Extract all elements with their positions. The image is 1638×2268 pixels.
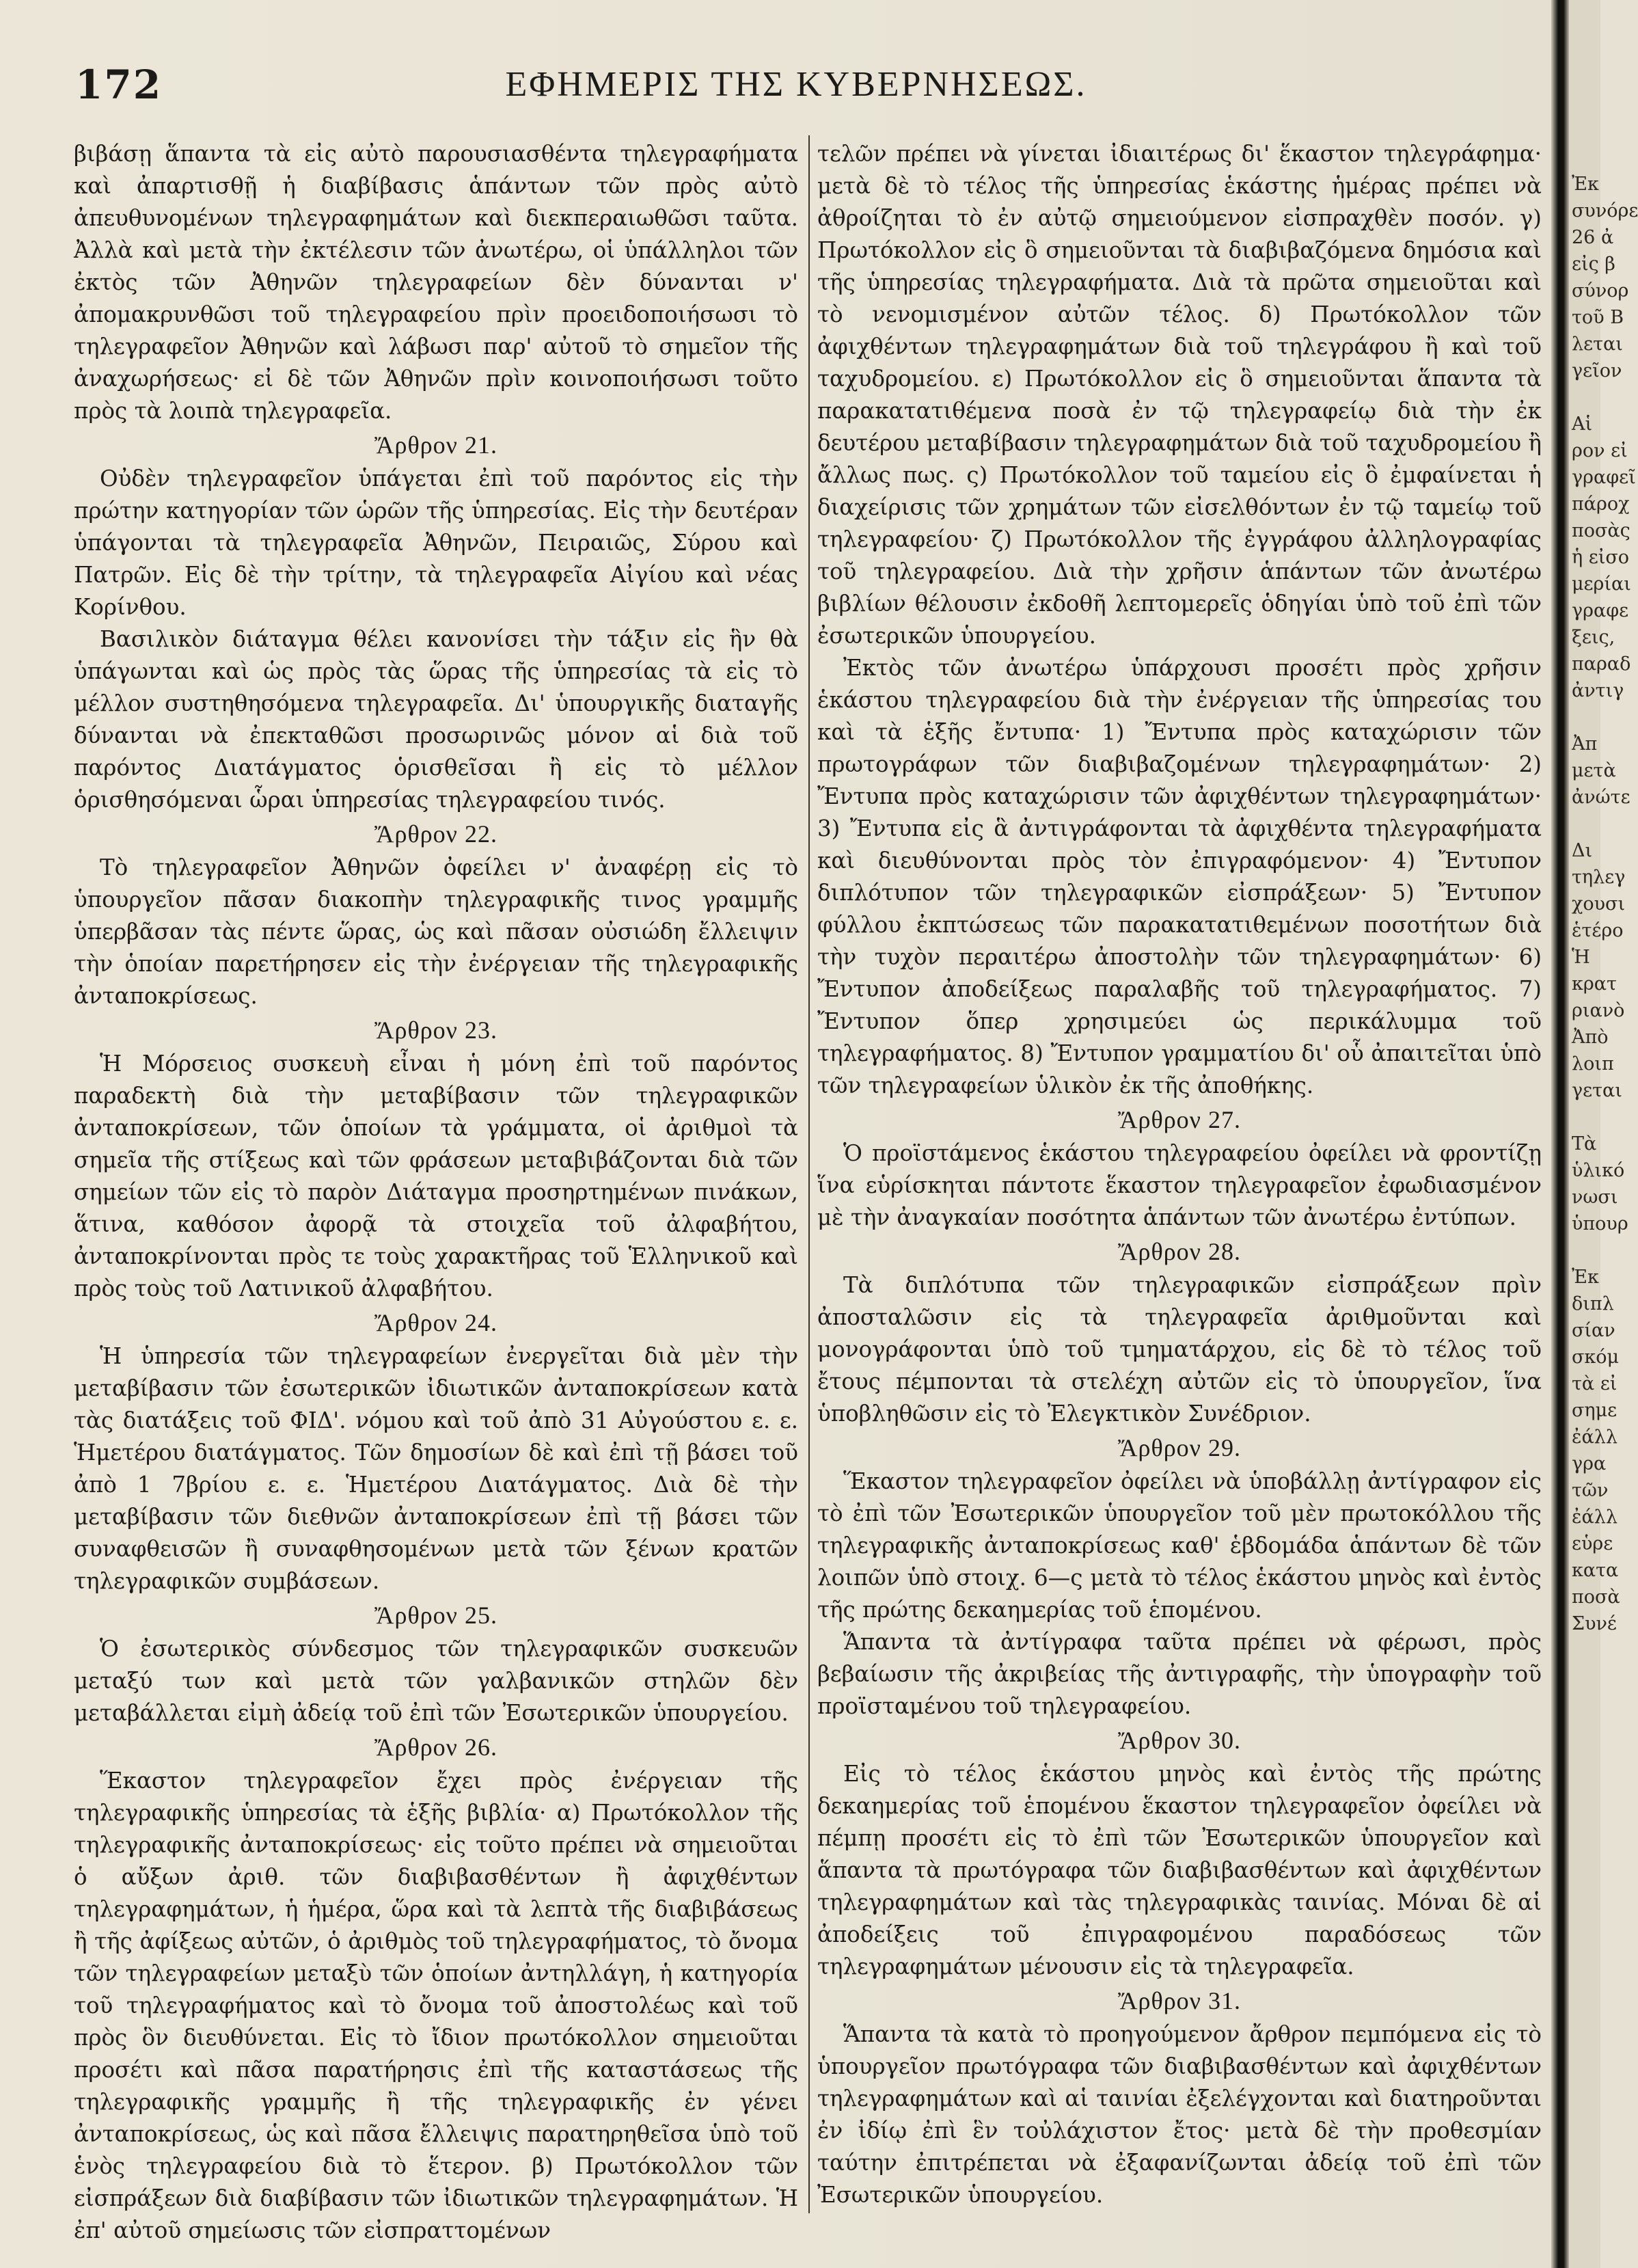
next-page-fragment: ἐάλλ — [1572, 1427, 1617, 1448]
article-heading: Ἄρθρον 30. — [1118, 1727, 1241, 1754]
next-page-fragment: ξεις, — [1572, 627, 1615, 648]
next-page-fragment: εὑρε — [1572, 1533, 1613, 1554]
paragraph: Ἐκτὸς τῶν ἀνωτέρω ὑπάρχουσι προσέτι πρὸς χρῆσιν ἑκάστου τηλεγραφείου διὰ τὴν ἐνέργειαν τῆς ὑπηρεσίας του καὶ τὰ ἑξῆς ἔντυπα· 1) Ἔντυπα πρὸς καταχώρισιν τῶν πρωτογράφων τῶν διαβιβαζομένων τηλεγραφημάτων· 2) Ἔντυπα πρὸς καταχώρισιν τῶν ἀφιχθέντων τηλεγραφημάτων· 3) Ἔντυπα εἰς ἃ ἀντιγράφονται τὰ ἀφιχθέντα τηλεγραφήματα καὶ διευθύνονται πρὸς τὸν ἐπιγραφόμενον· 4) Ἔντυπον διπλότυπον τῶν τηλεγραφικῶν εἰσπράξεων· 5) Ἔντυπον φύλλου ἐκπτώσεως τῶν παρακατατιθεμένων ποσοτήτων διὰ τὴν τυχὸν περαιτέρω ἀποστολὴν τῶν τηλεγραφημάτων· 6) Ἔντυπον ἀποδείξεως παραλαβῆς τοῦ τηλεγραφήματος. 7) Ἔντυπον ὅπερ χρησιμεύει ὡς περικάλυμμα τοῦ τηλεγραφήματος. 8) Ἔντυπον γραμματίου δι' οὗ ἀπαιτεῖται ὑπὸ τῶν τηλεγραφείων ὑλικὸν ἐκ τῆς ἀποθήκης. — [817, 655, 1542, 1098]
next-page-fragment: γεῖον — [1572, 360, 1622, 381]
paragraph: τελῶν πρέπει νὰ γίνεται ἰδιαιτέρως δι' ἕκαστον τηλεγράφημα· μετὰ δὲ τὸ τέλος τῆς ὑπηρεσίας ἑκάστης ἡμέρας πρέπει νὰ ἀθροίζηται τὸ ἐν αὐτῷ σημειούμενον εἰσπραχθὲν ποσόν. γ) Πρωτόκολλον εἰς ὃ σημειοῦνται τὰ διαβιβαζόμενα δημόσια καὶ τῆς ὑπηρεσίας τηλεγραφήματα. Διὰ τὰ πρῶτα σημειοῦται καὶ τὸ νενομισμένον αὐτῶν τέλος. δ) Πρωτόκολλον τῶν ἀφιχθέντων τηλεγραφημάτων διὰ τοῦ τηλεγράφου ἢ καὶ τοῦ ταχυδρομείου. ε) Πρωτόκολλον εἰς ὃ σημειοῦνται ἅπαντα τὰ παρακατατιθέμενα ποσὰ ἐν τῷ τηλεγραφείῳ διὰ τὴν ἐκ δευτέρου μεταβίβασιν τηλεγραφημάτων διὰ τοῦ ταχυδρομείου ἢ ἄλλως πως. ς) Πρωτόκολλον τοῦ ταμείου εἰς ὃ ἐμφαίνεται ἡ διαχείρισις τῶν χρημάτων τῶν εἰσελθόντων ἐν τῷ ταμείῳ τοῦ τηλεγραφείου· ζ) Πρωτόκολλον τῆς ἐγγράφου ἀλληλογραφίας τοῦ τηλεγραφείου. Διὰ τὴν χρῆσιν ἁπάντων τῶν ἀνωτέρω βιβλίων θέλουσιν ἐκδοθῆ λεπτομερεῖς ὁδηγίαι ὑπὸ τοῦ ἐπὶ τῶν ἐσωτερικῶν ὑπουργείου. — [817, 141, 1542, 649]
next-page-fragment: σίαν — [1572, 1320, 1615, 1341]
right-column — [817, 138, 1542, 2230]
next-page-fragment: νωσι — [1572, 1187, 1618, 1208]
next-page-fragment: γραφε — [1572, 600, 1629, 621]
article-heading: Ἄρθρον 22. — [374, 820, 497, 848]
article-heading: Ἄρθρον 27. — [1118, 1106, 1241, 1133]
next-page-fragment: 26 ἀ — [1572, 227, 1614, 248]
next-page-fragment: παραδ — [1572, 653, 1631, 675]
next-page-fragment: ἡ εἰσο — [1572, 547, 1630, 568]
next-page-fragment: ριανὸ — [1572, 1000, 1625, 1021]
paragraph: Βασιλικὸν διάταγμα θέλει κανονίσει τὴν τάξιν εἰς ἣν θὰ ὑπάγωνται καὶ ὡς πρὸς τὰς ὥρας τῆς ὑπηρεσίας τὰ εἰς τὸ μέλλον συστηθησόμενα τηλεγραφεῖα. Δι' ὑπουργικῆς διαταγῆς δύνανται νὰ ἐπεκταθῶσι προσωρινῶς μόνον αἱ διὰ τοῦ παρόντος Διατάγματος ὁρισθεῖσαι ἢ εἰς τὸ μέλλον ὁρισθησόμεναι ὧραι ὑπηρεσίας τηλεγραφείου τινός. — [74, 626, 798, 813]
next-page-fragment: Τὰ — [1572, 1133, 1597, 1155]
next-page-fragment: ρον εἰ — [1572, 440, 1628, 461]
paragraph: Οὐδὲν τηλεγραφεῖον ὑπάγεται ἐπὶ τοῦ παρόντος εἰς τὴν πρώτην κατηγορίαν τῶν ὡρῶν τῆς ὑπηρεσίας. Εἰς τὴν δευτέραν ὑπάγονται τὰ τηλεγραφεῖα Ἀθηνῶν, Πειραιῶς, Σύρου καὶ Πατρῶν. Εἰς δὲ τὴν τρίτην, τὰ τηλεγραφεῖα Αἰγίου καὶ νέας Κορίνθου. — [74, 465, 798, 620]
next-page-fragment: μερίαι — [1572, 573, 1631, 595]
paragraph: Εἰς τὸ τέλος ἑκάστου μηνὸς καὶ ἐντὸς τῆς πρώτης δεκαημερίας τοῦ ἑπομένου ἕκαστον τηλεγραφεῖον ὀφείλει νὰ πέμπῃ προσέτι εἰς τὸ ἐπὶ τῶν Ἐσωτερικῶν ὑπουργεῖον καὶ ἅπαντα τὰ πρωτόγραφα τῶν διαβιβασθέντων καὶ ἀφιχθέντων τηλεγραφημάτων καὶ τὰς τηλεγραφικὰς ταινίας. Μόναι δὲ αἱ ἀποδείξεις τοῦ ἐπιγραφομένου παραδόσεως τῶν τηλεγραφημάτων μένουσιν εἰς τὰ τηλεγραφεῖα. — [817, 1761, 1542, 1980]
next-page-fragment: τὰ εἰ — [1572, 1373, 1617, 1394]
next-page-fragment: τῶν — [1572, 1480, 1609, 1501]
next-page-fragment: λοιπ — [1572, 1053, 1614, 1075]
next-page-fragment: χουσι — [1572, 893, 1626, 915]
next-page-fragment: συνόρε — [1572, 200, 1638, 221]
next-page-fragment: γρα — [1572, 1453, 1607, 1474]
column-divider — [808, 135, 810, 2213]
page-number: 172 — [75, 62, 163, 108]
next-page-fragment: Ἀπ — [1572, 733, 1598, 755]
next-page-fragment: Ἐκ — [1572, 174, 1599, 195]
next-page-fragment: λεται — [1572, 334, 1623, 355]
next-page-fragment: ἐάλλ — [1572, 1507, 1617, 1528]
article-heading: Ἄρθρον 29. — [1118, 1434, 1241, 1461]
next-page-fragment: Ἐκ — [1572, 1267, 1599, 1288]
next-page-fragment: γεται — [1572, 1080, 1622, 1101]
paragraph: Ἅπαντα τὰ κατὰ τὸ προηγούμενον ἄρθρον πεμπόμενα εἰς τὸ ὑπουργεῖον πρωτόγραφα τῶν διαβιβασθέντων καὶ ἀφιχθέντων τηλεγραφημάτων καὶ αἱ ταινίαι ἐξελέγχονται καὶ διατηροῦνται ἐν ἰδίῳ ἐπὶ ἓν τοὐλάχιστον ἔτος· μετὰ δὲ τὴν προθεσμίαν ταύτην ἐπιτρέπεται νὰ ἐξαφανίζωνται ἀδείᾳ τοῦ ἐπὶ τῶν Ἐσωτερικῶν ὑπουργείου. — [817, 2021, 1542, 2208]
next-page-fragment: κρατ — [1572, 973, 1617, 995]
next-page-fragment: σκόμ — [1572, 1347, 1620, 1368]
next-page-fragment: τηλεγ — [1572, 867, 1626, 888]
next-page-fragment: Δι — [1572, 840, 1593, 861]
next-page-fragment: Συνέ — [1572, 1613, 1617, 1634]
next-page-margin — [1569, 0, 1638, 2268]
next-page-fragment: κατα — [1572, 1560, 1619, 1581]
article-heading: Ἄρθρον 28. — [1118, 1238, 1241, 1265]
article-heading: Ἄρθρον 25. — [374, 1602, 497, 1629]
article-heading: Ἄρθρον 21. — [374, 431, 497, 459]
next-page-fragment: ὑλικό — [1572, 1160, 1625, 1181]
next-page-fragment: σημε — [1572, 1400, 1617, 1421]
next-page-fragment: πάροχ — [1572, 494, 1630, 515]
article-heading: Ἄρθρον 23. — [374, 1016, 497, 1044]
next-page-fragment: ἑτέρο — [1572, 920, 1624, 941]
running-title: ΕΦΗΜΕΡΙΣ ΤΗΣ ΚΥΒΕΡΝΗΣΕΩΣ. — [505, 65, 1087, 104]
paragraph: Τὰ διπλότυπα τῶν τηλεγραφικῶν εἰσπράξεων πρὶν ἀποσταλῶσιν εἰς τὰ τηλεγραφεῖα ἀριθμοῦνται καὶ μονογράφονται ὑπὸ τοῦ τμηματάρχου, εἰς δὲ τὸ τέλος τοῦ ἔτους πέμπονται τὰ στελέχη αὐτῶν εἰς τὸ ὑπουργεῖον, ἵνα ὑποβληθῶσιν εἰς τὸ Ἐλεγκτικὸν Συνέδριον. — [817, 1272, 1542, 1427]
paragraph: Ἡ ὑπηρεσία τῶν τηλεγραφείων ἐνεργεῖται διὰ μὲν τὴν μεταβίβασιν τῶν ἐσωτερικῶν ἰδιωτικῶν ἀνταποκρίσεων κατὰ τὰς διατάξεις τοῦ ΦΙΔ'. νόμου καὶ τοῦ ἀπὸ 31 Αὐγούστου ε. ε. Ἡμετέρου διατάγματος. Τῶν δημοσίων δὲ καὶ ἐπὶ τῇ βάσει τοῦ ἀπὸ 1 7βρίου ε. ε. Ἡμετέρου Διατάγματος. Διὰ δὲ τὴν μεταβίβασιν τῶν διεθνῶν ἀνταποκρίσεων ἐπὶ τῇ βάσει τῶν συναφθεισῶν ἢ συναφθησομένων μετὰ τῶν ξένων κρατῶν τηλεγραφικῶν συμβάσεων. — [74, 1343, 798, 1594]
paragraph: Ἕκαστον τηλεγραφεῖον ἔχει πρὸς ἐνέργειαν τῆς τηλεγραφικῆς ὑπηρεσίας τὰ ἑξῆς βιβλία· α) Πρωτόκολλον τῆς τηλεγραφικῆς ἀνταποκρίσεως· εἰς τοῦτο πρέπει νὰ σημειοῦται ὁ αὔξων ἀριθ. τῶν διαβιβασθέντων ἢ ἀφιχθέντων τηλεγραφημάτων, ἡ ἡμέρα, ὥρα καὶ τὰ λεπτὰ τῆς διαβιβάσεως ἢ τῆς ἀφίξεως αὐτῶν, ὁ ἀριθμὸς τοῦ τηλεγραφήματος, τὸ ὄνομα τῶν τηλεγραφείων μεταξὺ τῶν ὁποίων ἀντηλλάγη, ἡ κατηγορία τοῦ τηλεγραφήματος καὶ τὸ ὄνομα τοῦ ἀποστολέως καὶ τοῦ πρὸς ὃν διευθύνεται. Εἰς τὸ ἴδιον πρωτόκολλον σημειοῦται προσέτι καὶ πᾶσα παρατήρησις ἐπὶ τῆς καταστάσεως τῆς τηλεγραφικῆς γραμμῆς ἢ τῆς τηλεγραφικῆς ἐν γένει ἀνταποκρίσεως, ὡς καὶ πᾶσα ἔλλειψις παρατηρηθεῖσα ὑπὸ τοῦ ἑνὸς τηλεγραφείου διὰ τὸ ἕτερον. β) Πρωτόκολλον τῶν εἰσπράξεων διὰ διαβίβασιν τῶν ἰδιωτικῶν τηλεγραφημάτων. Ἡ ἐπ' αὐτοῦ σημείωσις τῶν εἰσπραττομένων — [74, 1768, 798, 2243]
next-page-fragment: Ἀπὸ — [1572, 1027, 1609, 1048]
paragraph: Ἡ Μόρσειος συσκευὴ εἶναι ἡ μόνη ἐπὶ τοῦ παρόντος παραδεκτὴ διὰ τὴν μεταβίβασιν τῶν τηλεγραφικῶν ἀνταποκρίσεων, τῶν ὁποίων τὰ γράμματα, οἱ ἀριθμοὶ τὰ σημεῖα τῆς στίξεως καὶ τῶν φράσεων μεταβιβάζονται διὰ τῶν σημείων τῶν εἰς τὸ παρὸν Διάταγμα προσηρτημένων πινάκων, ἅτινα, καθόσον ἀφορᾷ τὰ στοιχεῖα τοῦ ἀλφαβήτου, ἀνταποκρίνονται πρὸς τε τοὺς χαρακτῆρας τοῦ Ἑλληνικοῦ καὶ πρὸς τοὺς τοῦ Λατινικοῦ ἀλφαβήτου. — [74, 1051, 798, 1301]
next-page-fragment: ὑπουρ — [1572, 1213, 1628, 1234]
paragraph: βιβάσῃ ἅπαντα τὰ εἰς αὐτὸ παρουσιασθέντα τηλεγραφήματα καὶ ἀπαρτισθῇ ἡ διαβίβασις ἁπάντων τῶν πρὸς αὐτὸ ἀπευθυνομένων τηλεγραφημάτων καὶ διεκπεραιωθῶσι ταῦτα. Ἀλλὰ καὶ μετὰ τὴν ἐκτέλεσιν τῶν ἀνωτέρω, οἱ ὑπάλληλοι τῶν ἐκτὸς τῶν Ἀθηνῶν τηλεγραφείων δὲν δύνανται ν' ἀπομακρυνθῶσι τοῦ τηλεγραφείου πρὶν προειδοποιήσωσι τὸ τηλεγραφεῖον Ἀθηνῶν καὶ λάβωσι παρ' αὐτοῦ τὸ σημεῖον τῆς ἀναχωρήσεως· εἰ δὲ τῶν Ἀθηνῶν πρὶν κοινοποιήσωσι τοῦτο πρὸς τὰ λοιπὰ τηλεγραφεῖα. — [74, 141, 798, 424]
next-page-fragment: Αἱ — [1572, 414, 1593, 435]
next-page-fragment: ποσὰ — [1572, 1587, 1620, 1608]
next-page-fragment: ποσὰς — [1572, 520, 1630, 541]
article-heading: Ἄρθρον 26. — [374, 1733, 497, 1761]
page-header — [75, 62, 1517, 116]
paragraph: Ἅπαντα τὰ ἀντίγραφα ταῦτα πρέπει νὰ φέρωσι, πρὸς βεβαίωσιν τῆς ἀκριβείας τῆς ἀντιγραφῆς, τὴν ὑπογραφὴν τοῦ προϊσταμένου τοῦ τηλεγραφείου. — [817, 1629, 1542, 1719]
next-page-fragment: Ἡ — [1572, 947, 1590, 968]
next-page-fragment: τοῦ Β — [1572, 307, 1624, 328]
next-page-fragment: διπλ — [1572, 1293, 1614, 1314]
left-column — [74, 138, 798, 2243]
article-heading: Ἄρθρον 24. — [374, 1309, 497, 1336]
article-heading: Ἄρθρον 31. — [1118, 1987, 1241, 2014]
next-page-fragment: μετὰ — [1572, 760, 1616, 781]
paragraph: Τὸ τηλεγραφεῖον Ἀθηνῶν ὀφείλει ν' ἀναφέρῃ εἰς τὸ ὑπουργεῖον πᾶσαν διακοπὴν τηλεγραφικῆς τινος γραμμῆς ὑπερβᾶσαν τὰς πέντε ὥρας, ὡς καὶ πᾶσαν οὐσιώδη ἔλλειψιν τὴν ὁποίαν παρετήρησεν εἰς τὴν ἐνέργειαν τῆς τηλεγραφικῆς ἀνταποκρίσεως. — [74, 854, 798, 1009]
next-page-fragment: ἀνώτε — [1572, 787, 1630, 808]
next-page-fragment: εἰς β — [1572, 254, 1615, 275]
next-page-fragment: σύνορ — [1572, 280, 1629, 301]
paragraph: Ὁ προϊστάμενος ἑκάστου τηλεγραφείου ὀφείλει νὰ φροντίζῃ ἵνα εὑρίσκηται πάντοτε ἕκαστον τηλεγραφεῖον ἐφωδιασμένον μὲ τὴν ἀναγκαίαν ποσότητα ἁπάντων τῶν ἀνωτέρω ἐντύπων. — [817, 1140, 1542, 1230]
next-page-fragment: ἀντιγ — [1572, 680, 1624, 701]
next-page-fragment: γραφεῖ — [1572, 467, 1636, 488]
book-gutter — [1551, 0, 1569, 2268]
paragraph: Ὁ ἐσωτερικὸς σύνδεσμος τῶν τηλεγραφικῶν συσκευῶν μεταξύ των καὶ μετὰ τῶν γαλβανικῶν στηλῶν δὲν μεταβάλλεται εἰμὴ ἀδείᾳ τοῦ ἐπὶ τῶν Ἐσωτερικῶν ὑπουργείου. — [74, 1636, 798, 1726]
paragraph: Ἕκαστον τηλεγραφεῖον ὀφείλει νὰ ὑποβάλλῃ ἀντίγραφον εἰς τὸ ἐπὶ τῶν Ἐσωτερικῶν ὑπουργεῖον τοῦ μὲν πρωτοκόλλου τῆς τηλεγραφικῆς ἀνταποκρίσεως καθ' ἑβδομάδα ἁπάντων δὲ τῶν λοιπῶν ὑπὸ στοιχ. 6—ς μετὰ τὸ τέλος ἑκάστου μηνὸς καὶ ἐντὸς τῆς πρώτης δεκαημερίας τοῦ ἑπομένου. — [817, 1468, 1542, 1623]
